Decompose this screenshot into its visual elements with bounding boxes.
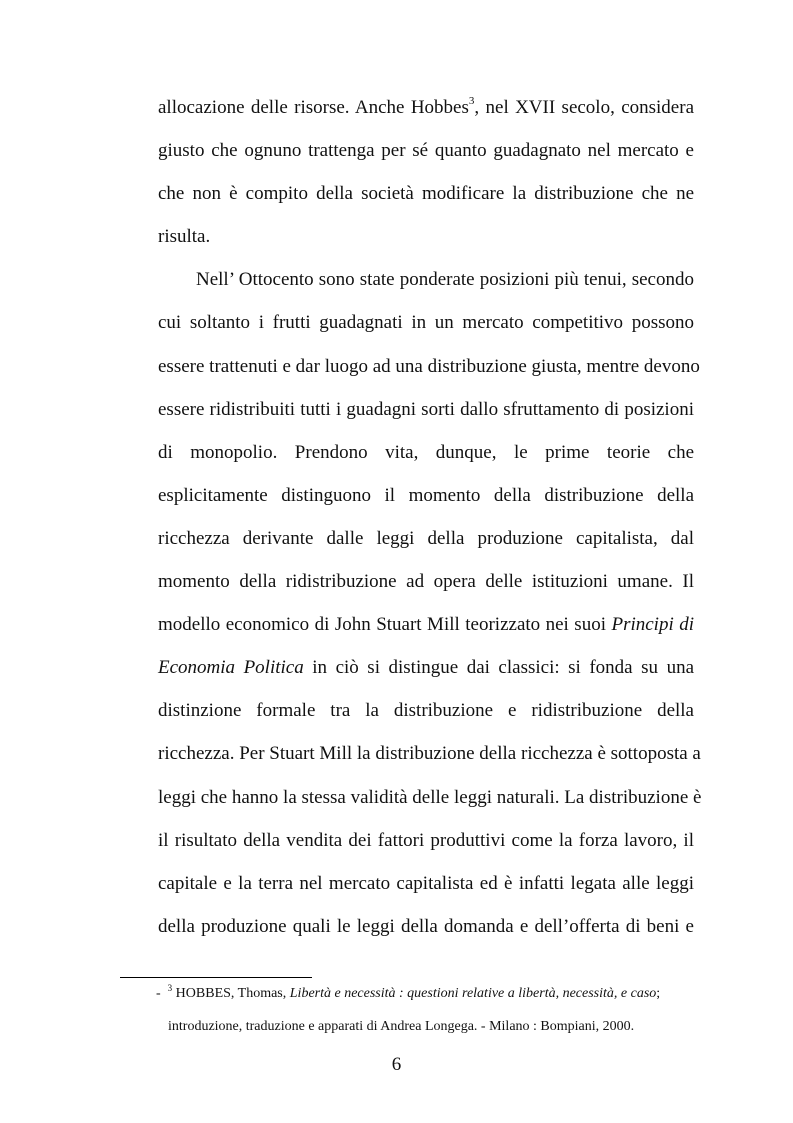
text-line: Economia Politica in ciò si distingue dai classici: si fonda su una xyxy=(158,657,694,679)
page-number: 6 xyxy=(391,1054,402,1075)
footnote-reference: 3 xyxy=(468,95,475,107)
footnote-line: introduzione, traduzione e apparati di Andrea Longega. - Milano : Bompiani, 2000. xyxy=(168,1019,635,1034)
text-line: risulta. xyxy=(158,226,211,248)
footnote-separator xyxy=(120,977,312,978)
text-line: modello economico di John Stuart Mill teorizzato nei suoi Principi di xyxy=(158,614,694,636)
book-title: Economia Politica xyxy=(158,657,304,679)
footnote-line: - $^3$ HOBBES, Thomas, Libertà e necessità : questioni relative a libertà, necessità, e caso; xyxy=(156,983,661,1001)
footnote-number: 3 xyxy=(167,983,173,993)
text-line: cui soltanto i frutti guadagnati in un mercato competitivo possono xyxy=(158,312,694,334)
text-line: il risultato della vendita dei fattori produttivi come la forza lavoro, il xyxy=(158,829,694,851)
text-line: momento della ridistribuzione ad opera delle istituzioni umane. Il xyxy=(158,571,694,593)
text-line: capitale e la terra nel mercato capitalista ed è infatti legata alle leggi xyxy=(158,872,694,894)
text-line: della produzione quali le leggi della domanda e dell’offerta di beni e xyxy=(158,915,694,937)
text-line: essere trattenuti e dar luogo ad una distribuzione giusta, mentre devono xyxy=(158,355,700,377)
text-line: che non è compito della società modificare la distribuzione che ne xyxy=(158,183,694,205)
footnote-title: Libertà e necessità : questioni relative a libertà, necessità, e caso xyxy=(289,986,657,1001)
paragraph-first-line: Nell’ Ottocento sono state ponderate posizioni più tenui, secondo xyxy=(196,269,694,291)
text-line: essere ridistribuiti tutti i guadagni sorti dallo sfruttamento di posizioni xyxy=(158,398,694,420)
footnote xyxy=(156,984,716,1037)
text-line: ricchezza. Per Stuart Mill la distribuzione della ricchezza è sottoposta a xyxy=(158,743,701,765)
text-line: di monopolio. Prendono vita, dunque, le prime teorie che xyxy=(158,441,694,463)
text-line: ricchezza derivante dalle leggi della produzione capitalista, dal xyxy=(158,527,694,549)
text-line: giusto che ognuno trattenga per sé quanto guadagnato nel mercato e xyxy=(158,140,694,162)
text-line: esplicitamente distinguono il momento della distribuzione della xyxy=(158,484,694,506)
body-text xyxy=(158,86,702,948)
text-line: allocazione delle risorse. Anche Hobbes$^3$, nel XVII secolo, considera xyxy=(158,95,694,118)
text-line: distinzione formale tra la distribuzione e ridistribuzione della xyxy=(158,700,694,722)
text-line: leggi che hanno la stessa validità delle leggi naturali. La distribuzione è xyxy=(158,786,702,808)
book-title: Principi di xyxy=(611,614,694,636)
